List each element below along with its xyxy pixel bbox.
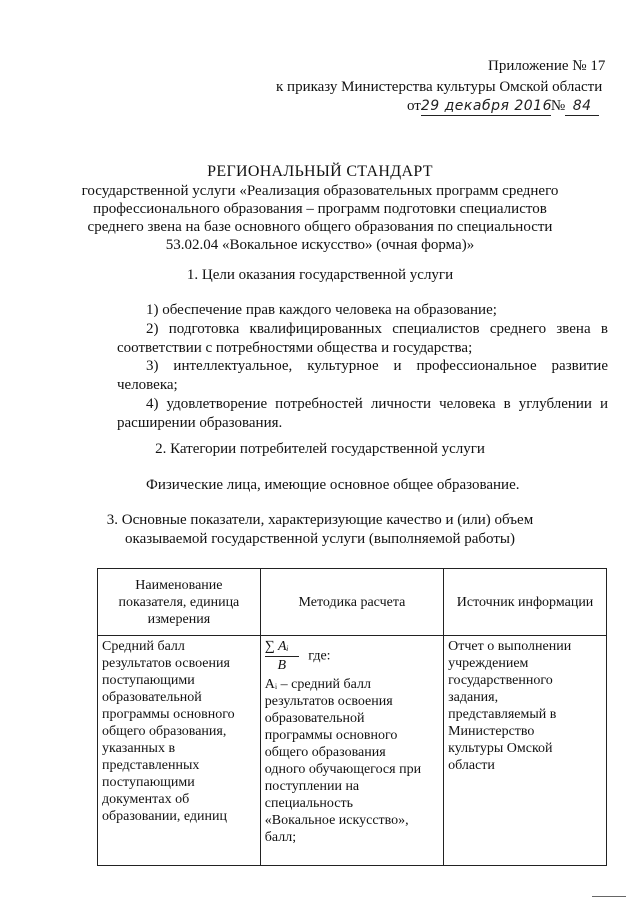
title-line-4: 53.02.04 «Вокальное искусство» (очная форма)» [165, 237, 475, 253]
goal-item-2-line2: соответствии с потребностями общества и государства; [117, 340, 473, 356]
table-header-row [98, 569, 607, 636]
header-source: Источник информации [444, 569, 607, 636]
section3-heading-line2: оказываемой государственной услуги (выполняемой работы) [125, 531, 515, 547]
number-prefix: № [550, 98, 566, 114]
consumers-text: Физические лица, имеющие основное общее образование. [146, 477, 520, 493]
formula-fraction [265, 638, 299, 674]
section1-heading: 1. Цели оказания государственной услуги [186, 267, 454, 283]
source-cell: Отчет о выполнении учреждением государственного задания, представляемый в Министерство культуры Омской области [444, 636, 607, 866]
goal-item-3-line2: человека; [117, 377, 178, 393]
annex-order: к приказу Министерства культуры Омской области [276, 79, 603, 95]
handwritten-date: 29 декабря 2016 [420, 98, 552, 114]
goal-item-3-line1: 3) интеллектуальное, культурное и профессиональное развитие [146, 358, 608, 374]
method-cell: $\frac{\text{∑ Aᵢ}}{B}$ где: Aᵢ – средний балл результатов освоения образовательной программы основного общего образования одного обучающегося при поступлении на специальность «Вокальное искусство», балл; [260, 636, 443, 866]
formula-numerator: ∑ Aᵢ [265, 638, 299, 657]
header-method: Методика расчета [260, 569, 443, 636]
indicator-name-cell: Средний балл результатов освоения поступающими образовательной программы основного общего образования, указанных в представленных поступающими документах об образовании, единиц [98, 636, 261, 866]
table-row [98, 636, 607, 866]
formula [265, 638, 439, 674]
header-indicator-name: Наименование показателя, единица измерения [98, 569, 261, 636]
annex-date-line [407, 97, 599, 116]
section3-heading-line1: 3. Основные показатели, характеризующие качество и (или) объем [106, 512, 534, 528]
formula-denominator: B [277, 658, 287, 673]
goal-item-4-line2: расширении образования. [117, 415, 283, 431]
section2-heading: 2. Категории потребителей государственной услуги [155, 441, 485, 457]
standard-heading: РЕГИОНАЛЬНЫЙ СТАНДАРТ [207, 163, 433, 180]
from-prefix: от [407, 98, 421, 114]
indicators-table [97, 568, 607, 866]
title-line-2: профессионального образования – программ подготовки специалистов [93, 201, 547, 217]
page-edge-mark [592, 896, 626, 897]
formula-where: где: [308, 648, 331, 664]
annex-number: Приложение № 17 [488, 58, 606, 74]
goal-item-1: 1) обеспечение прав каждого человека на образование; [146, 302, 497, 318]
goal-item-4-line1: 4) удовлетворение потребностей личности человека в углублении и [146, 396, 608, 412]
title-line-3: среднего звена на базе основного общего образования по специальности [87, 219, 553, 235]
handwritten-number: 84 [565, 97, 599, 116]
title-line-1: государственной услуги «Реализация образовательных программ среднего [81, 183, 559, 199]
goal-item-2-line1: 2) подготовка квалифицированных специалистов среднего звена в [146, 321, 608, 337]
